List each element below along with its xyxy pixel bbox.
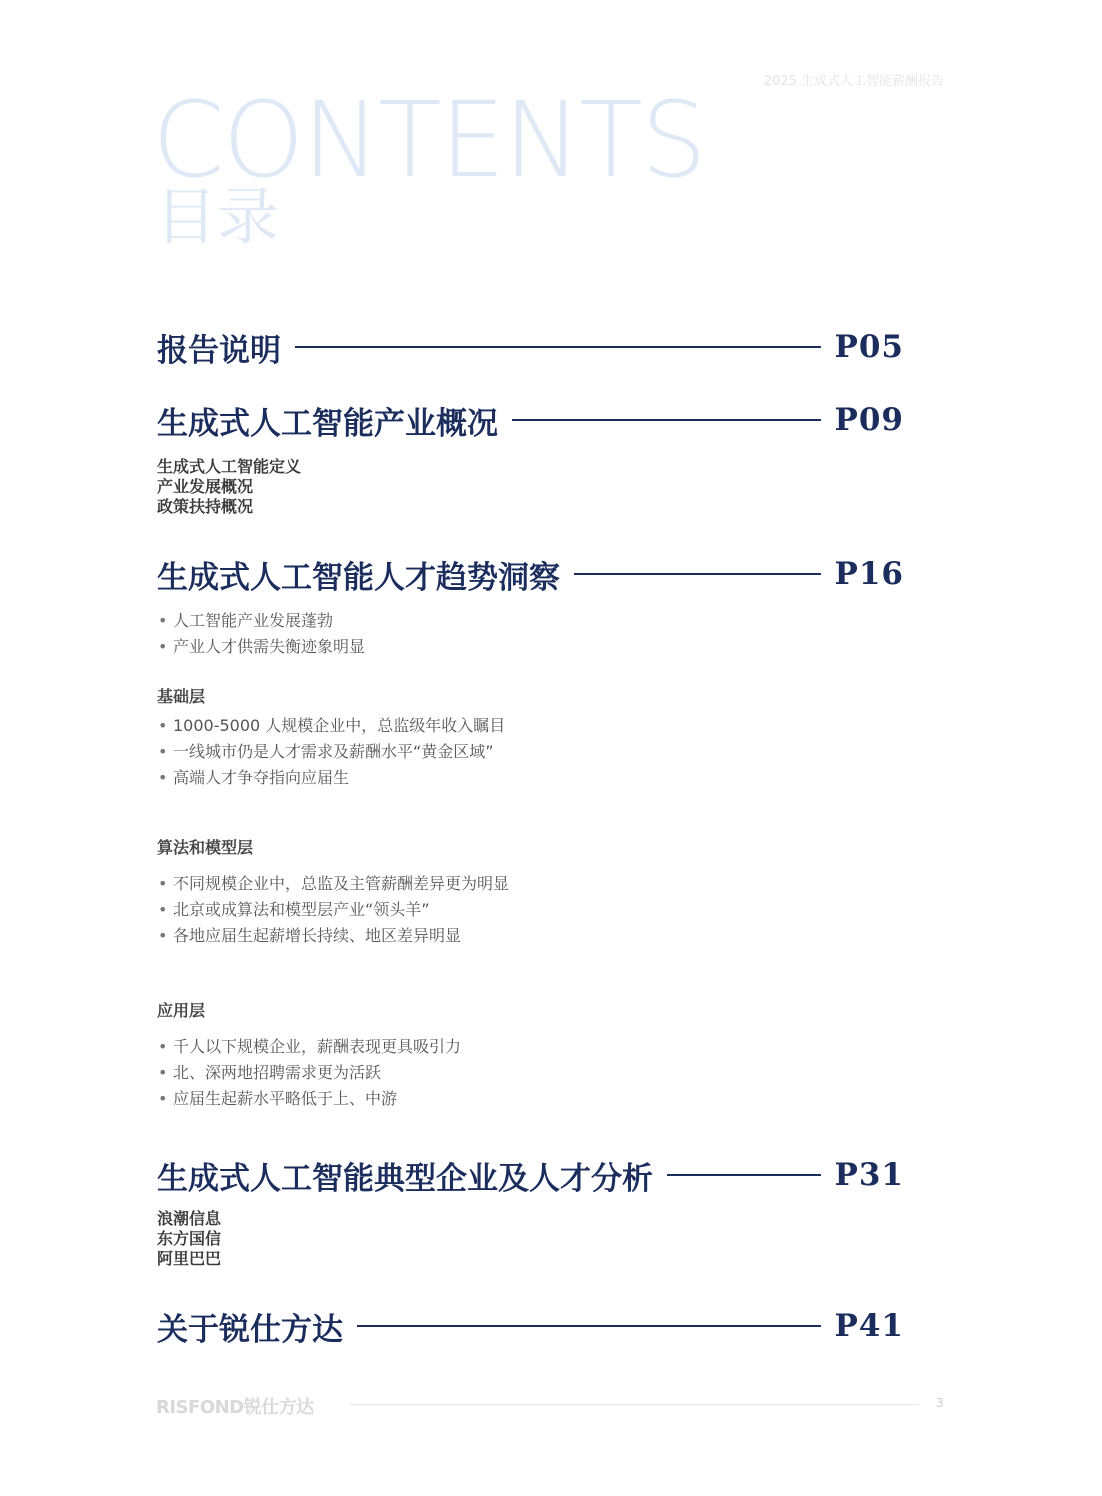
report-header-title: 2025 生成式人工智能薪酬报告 — [763, 74, 944, 89]
bullet-item: • 高端人才争夺指向应届生 — [158, 765, 505, 791]
risfond-logo: RISFOND锐仕方达 — [156, 1397, 314, 1418]
subsection-item[interactable]: 东方国信 — [157, 1229, 222, 1248]
bullet-dot-icon: • — [158, 611, 168, 630]
toc-section-about-risfond[interactable] — [157, 1303, 904, 1349]
toc-section-report-notes[interactable] — [157, 324, 904, 370]
bullet-dot-icon: • — [158, 874, 168, 893]
bullet-item: • 千人以下规模企业，薪酬表现更具吸引力 — [158, 1034, 461, 1060]
bullet-dot-icon: • — [158, 768, 168, 787]
section-title: 生成式人工智能人才趋势洞察 — [157, 559, 560, 596]
bullet-dot-icon: • — [158, 637, 168, 656]
bullet-item: • 各地应届生起薪增长持续、地区差异明显 — [158, 923, 509, 949]
intro-bullet-list — [158, 608, 365, 660]
bullet-item: • 北、深两地招聘需求更为活跃 — [158, 1060, 461, 1086]
leader-line — [512, 419, 821, 421]
leader-line — [574, 573, 821, 575]
section-title: 关于锐仕方达 — [157, 1311, 343, 1348]
bullet-item: • 不同规模企业中，总监及主管薪酬差异更为明显 — [158, 871, 509, 897]
layer-label-foundation: 基础层 — [157, 687, 206, 706]
section-page-number: P16 — [834, 556, 904, 592]
subsection-list — [157, 1209, 221, 1269]
leader-line — [667, 1174, 821, 1176]
application-bullet-list — [158, 1034, 461, 1112]
toc-section-talent-trends[interactable] — [157, 551, 904, 597]
section-page-number: P41 — [834, 1308, 904, 1344]
toc-section-typical-companies[interactable] — [157, 1152, 904, 1198]
subsection-item[interactable]: 政策扶持概况 — [157, 497, 254, 516]
bullet-item: • 产业人才供需失衡迹象明显 — [158, 634, 365, 660]
subsection-item[interactable]: 浪潮信息 — [157, 1209, 222, 1228]
layer-label-algorithm: 算法和模型层 — [157, 838, 254, 857]
contents-title-zh: 目录 — [155, 180, 280, 253]
section-title: 生成式人工智能产业概况 — [157, 405, 498, 442]
subsection-item[interactable]: 生成式人工智能定义 — [157, 457, 302, 476]
footer-divider — [349, 1404, 919, 1405]
bullet-dot-icon: • — [158, 1063, 168, 1082]
section-title: 生成式人工智能典型企业及人才分析 — [157, 1160, 653, 1197]
layer-label-application: 应用层 — [157, 1001, 206, 1020]
leader-line — [295, 346, 821, 348]
bullet-item: • 一线城市仍是人才需求及薪酬水平“黄金区域” — [158, 739, 505, 765]
foundation-bullet-list — [158, 713, 505, 791]
bullet-dot-icon: • — [158, 1089, 168, 1108]
section-title: 报告说明 — [157, 332, 281, 369]
bullet-dot-icon: • — [158, 716, 168, 735]
bullet-item: • 1000-5000 人规模企业中，总监级年收入瞩目 — [158, 713, 505, 739]
bullet-item: • 应届生起薪水平略低于上、中游 — [158, 1086, 461, 1112]
section-page-number: P05 — [834, 329, 904, 365]
bullet-dot-icon: • — [158, 926, 168, 945]
section-page-number: P09 — [834, 402, 904, 438]
subsection-list — [157, 457, 301, 517]
bullet-dot-icon: • — [158, 900, 168, 919]
toc-section-industry-overview[interactable] — [157, 397, 904, 443]
section-page-number: P31 — [834, 1157, 904, 1193]
footer-page-number: 3 — [936, 1396, 944, 1410]
subsection-item[interactable]: 产业发展概况 — [157, 477, 254, 496]
bullet-item: • 人工智能产业发展蓬勃 — [158, 608, 365, 634]
contents-title-en: CONTENTS — [152, 79, 705, 201]
bullet-dot-icon: • — [158, 1037, 168, 1056]
subsection-item[interactable]: 阿里巴巴 — [157, 1249, 222, 1268]
bullet-item: • 北京或成算法和模型层产业“领头羊” — [158, 897, 509, 923]
bullet-dot-icon: • — [158, 742, 168, 761]
leader-line — [357, 1325, 821, 1327]
algorithm-bullet-list — [158, 871, 509, 949]
